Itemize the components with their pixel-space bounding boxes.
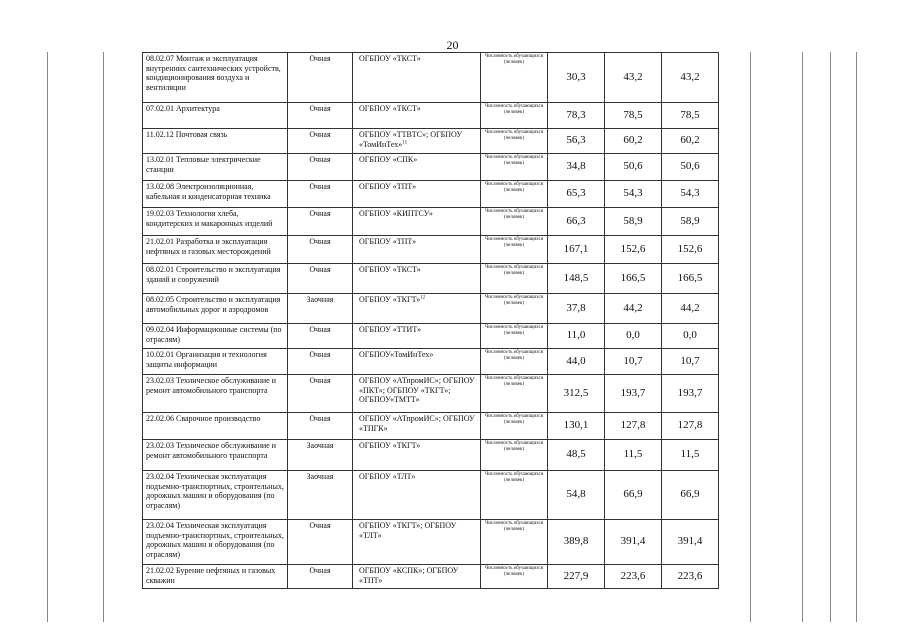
study-form-cell-text: Очная bbox=[309, 237, 331, 246]
specialty-cell bbox=[143, 129, 288, 154]
value-cell-1 bbox=[548, 565, 605, 589]
table-row bbox=[143, 324, 719, 349]
institution-cell bbox=[353, 471, 481, 520]
table-row bbox=[143, 236, 719, 264]
study-form-cell-text: Очная bbox=[309, 325, 331, 334]
value-cell-1 bbox=[548, 375, 605, 413]
value-cell-3-text: 50,6 bbox=[680, 160, 700, 173]
study-form-cell-text: Очная bbox=[309, 376, 331, 385]
value-cell-2-text: 78,5 bbox=[623, 108, 643, 121]
table-body bbox=[143, 53, 719, 589]
value-cell-2 bbox=[605, 294, 662, 324]
value-cell-1 bbox=[548, 154, 605, 181]
indicator-cell-text: Численность обучающихся (человек) bbox=[485, 182, 543, 193]
specialty-cell-text: 13.02.08 Электроизоляционная, кабельная и конденсаторная техника bbox=[146, 182, 271, 201]
value-cell-2 bbox=[605, 413, 662, 440]
table-row bbox=[143, 520, 719, 565]
value-cell-1-text: 54,8 bbox=[566, 488, 586, 501]
study-form-cell bbox=[288, 181, 353, 208]
value-cell-2-text: 166,5 bbox=[620, 271, 646, 284]
institution-cell-text: ОГБПОУ «КСПК»; ОГБПОУ «ТПТ» bbox=[359, 566, 459, 585]
institution-cell-text: ОГБПОУ «АТпромИС»; ОГБПОУ «ТПГК» bbox=[359, 414, 475, 433]
indicator-cell bbox=[481, 103, 548, 129]
value-cell-1-text: 130,1 bbox=[563, 419, 589, 432]
table-row bbox=[143, 375, 719, 413]
value-cell-1 bbox=[548, 129, 605, 154]
specialty-cell bbox=[143, 520, 288, 565]
indicator-cell bbox=[481, 208, 548, 236]
study-form-cell-text: Очная bbox=[309, 350, 331, 359]
value-cell-3 bbox=[662, 236, 719, 264]
value-cell-3-text: 44,2 bbox=[680, 301, 700, 314]
margin-line-left-1 bbox=[47, 52, 48, 622]
indicator-cell-text: Численность обучающихся (человек) bbox=[485, 376, 543, 387]
specialty-cell bbox=[143, 294, 288, 324]
value-cell-3-text: 11,5 bbox=[680, 448, 700, 461]
institution-cell-text: ОГБПОУ«ТомИнТех» bbox=[359, 350, 434, 359]
institution-cell bbox=[353, 294, 481, 324]
value-cell-2-text: 60,2 bbox=[623, 134, 643, 147]
indicator-cell-text: Численность обучающихся (человек) bbox=[485, 414, 543, 425]
value-cell-2 bbox=[605, 375, 662, 413]
value-cell-2-text: 11,5 bbox=[623, 448, 643, 461]
study-form-cell bbox=[288, 53, 353, 103]
value-cell-3-text: 78,5 bbox=[680, 108, 700, 121]
value-cell-3-text: 223,6 bbox=[677, 569, 703, 582]
study-form-cell bbox=[288, 565, 353, 589]
table-row bbox=[143, 103, 719, 129]
institution-cell bbox=[353, 440, 481, 471]
value-cell-2 bbox=[605, 324, 662, 349]
study-form-cell bbox=[288, 324, 353, 349]
value-cell-2 bbox=[605, 103, 662, 129]
specialty-cell bbox=[143, 440, 288, 471]
table-row bbox=[143, 129, 719, 154]
specialty-cell bbox=[143, 565, 288, 589]
specialty-cell-text: 23.02.03 Техническое обслуживание и ремонт автомобильного транспорта bbox=[146, 376, 276, 395]
study-form-cell-text: Очная bbox=[309, 414, 331, 423]
value-cell-1-text: 44,0 bbox=[566, 354, 586, 367]
indicator-cell-text: Численность обучающихся (человек) bbox=[485, 155, 543, 166]
study-form-cell-text: Очная bbox=[309, 566, 331, 575]
specialty-cell-text: 23.02.04 Техническая эксплуатация подъемно-транспортных, строительных, дорожных машин и оборудования (по отраслям) bbox=[146, 521, 284, 559]
study-form-cell-text: Очная bbox=[309, 182, 331, 191]
specialty-cell bbox=[143, 349, 288, 375]
indicator-cell bbox=[481, 324, 548, 349]
indicator-cell bbox=[481, 440, 548, 471]
value-cell-2-text: 58,9 bbox=[623, 214, 643, 227]
table-row bbox=[143, 264, 719, 294]
table-row bbox=[143, 471, 719, 520]
specialty-cell bbox=[143, 53, 288, 103]
table-row bbox=[143, 440, 719, 471]
indicator-cell bbox=[481, 154, 548, 181]
value-cell-2 bbox=[605, 181, 662, 208]
value-cell-1-text: 34,8 bbox=[566, 160, 586, 173]
study-form-cell bbox=[288, 236, 353, 264]
specialty-cell bbox=[143, 154, 288, 181]
indicator-cell bbox=[481, 53, 548, 103]
specialty-cell bbox=[143, 236, 288, 264]
value-cell-2-text: 193,7 bbox=[620, 386, 646, 399]
specialties-table bbox=[142, 52, 719, 589]
institution-cell-text: ОГБПОУ «ТТИТ» bbox=[359, 325, 421, 334]
table-row bbox=[143, 181, 719, 208]
value-cell-1 bbox=[548, 349, 605, 375]
value-cell-1 bbox=[548, 236, 605, 264]
value-cell-3 bbox=[662, 375, 719, 413]
value-cell-1 bbox=[548, 208, 605, 236]
margin-line-left-2 bbox=[103, 52, 104, 622]
specialty-cell-text: 23.02.03 Техническое обслуживание и ремонт автомобильного транспорта bbox=[146, 441, 276, 460]
value-cell-1-text: 65,3 bbox=[566, 187, 586, 200]
value-cell-2 bbox=[605, 440, 662, 471]
value-cell-2-text: 127,8 bbox=[620, 419, 646, 432]
indicator-cell bbox=[481, 520, 548, 565]
value-cell-3 bbox=[662, 208, 719, 236]
value-cell-1-text: 312,5 bbox=[563, 386, 589, 399]
value-cell-1-text: 66,3 bbox=[566, 214, 586, 227]
institution-cell-text: ОГБПОУ «ТПТ» bbox=[359, 237, 417, 246]
indicator-cell bbox=[481, 129, 548, 154]
value-cell-3-text: 66,9 bbox=[680, 488, 700, 501]
study-form-cell bbox=[288, 154, 353, 181]
indicator-cell bbox=[481, 294, 548, 324]
institution-cell-text: ОГБПОУ «КИПТСУ» bbox=[359, 209, 433, 218]
value-cell-1-text: 389,8 bbox=[563, 535, 589, 548]
value-cell-3-text: 58,9 bbox=[680, 214, 700, 227]
study-form-cell bbox=[288, 413, 353, 440]
specialty-cell bbox=[143, 413, 288, 440]
study-form-cell-text: Заочная bbox=[306, 295, 334, 304]
specialty-cell-text: 23.02.04 Техническая эксплуатация подъемно-транспортных, строительных, дорожных машин и оборудования (по отраслям) bbox=[146, 472, 284, 510]
study-form-cell-text: Заочная bbox=[306, 441, 334, 450]
table-row bbox=[143, 349, 719, 375]
value-cell-2 bbox=[605, 349, 662, 375]
footnote-marker: 12 bbox=[420, 295, 426, 301]
institution-cell bbox=[353, 154, 481, 181]
institution-cell-text: ОГБПОУ «СПК» bbox=[359, 155, 418, 164]
institution-cell-text: ОГБПОУ «ТТВТС»; ОГБПОУ «ТомИнТех» bbox=[359, 130, 462, 149]
value-cell-2-text: 43,2 bbox=[623, 70, 643, 83]
indicator-cell bbox=[481, 565, 548, 589]
indicator-cell-text: Численность обучающихся (человек) bbox=[485, 350, 543, 361]
study-form-cell bbox=[288, 375, 353, 413]
specialty-cell-text: 21.02.02 Бурение нефтяных и газовых скважин bbox=[146, 566, 276, 585]
indicator-cell-text: Численность обучающихся (человек) bbox=[485, 566, 543, 577]
indicator-cell bbox=[481, 264, 548, 294]
table-row bbox=[143, 565, 719, 589]
study-form-cell-text: Очная bbox=[309, 155, 331, 164]
specialty-cell-text: 10.02.01 Организация и технология защиты информации bbox=[146, 350, 267, 369]
value-cell-2-text: 44,2 bbox=[623, 301, 643, 314]
indicator-cell bbox=[481, 181, 548, 208]
specialty-cell bbox=[143, 181, 288, 208]
study-form-cell-text: Заочная bbox=[306, 472, 334, 481]
institution-cell-text: ОГБПОУ «ТЛТ» bbox=[359, 472, 416, 481]
value-cell-1-text: 37,8 bbox=[566, 301, 586, 314]
specialty-cell-text: 08.02.07 Монтаж и эксплуатация внутренних сантехнических устройств, кондиционирования воздуха и вентиляции bbox=[146, 54, 281, 92]
value-cell-3-text: 152,6 bbox=[677, 242, 703, 255]
value-cell-3-text: 127,8 bbox=[677, 419, 703, 432]
institution-cell bbox=[353, 129, 481, 154]
study-form-cell bbox=[288, 520, 353, 565]
value-cell-3 bbox=[662, 181, 719, 208]
indicator-cell-text: Численность обучающихся (человек) bbox=[485, 521, 543, 532]
value-cell-3 bbox=[662, 53, 719, 103]
value-cell-3 bbox=[662, 440, 719, 471]
institution-cell-text: ОГБПОУ «ТКСТ» bbox=[359, 265, 421, 274]
value-cell-2 bbox=[605, 208, 662, 236]
value-cell-1 bbox=[548, 103, 605, 129]
specialty-cell-text: 09.02.04 Информационные системы (по отраслям) bbox=[146, 325, 282, 344]
institution-cell-text: ОГБПОУ «ТКГТ» bbox=[359, 441, 421, 450]
value-cell-3 bbox=[662, 103, 719, 129]
specialty-cell bbox=[143, 324, 288, 349]
institution-cell bbox=[353, 264, 481, 294]
specialty-cell-text: 19.02.03 Технология хлеба, кондитерских и макаронных изделий bbox=[146, 209, 273, 228]
value-cell-1-text: 56,3 bbox=[566, 134, 586, 147]
value-cell-1 bbox=[548, 471, 605, 520]
value-cell-3-text: 166,5 bbox=[677, 271, 703, 284]
specialty-cell bbox=[143, 208, 288, 236]
study-form-cell bbox=[288, 294, 353, 324]
institution-cell-text: ОГБПОУ «ТКГТ»; ОГБПОУ «ТЛТ» bbox=[359, 521, 457, 540]
institution-cell-text: ОГБПОУ «ТКСТ» bbox=[359, 54, 421, 63]
value-cell-1 bbox=[548, 181, 605, 208]
indicator-cell bbox=[481, 375, 548, 413]
study-form-cell bbox=[288, 440, 353, 471]
value-cell-1 bbox=[548, 294, 605, 324]
institution-cell bbox=[353, 181, 481, 208]
value-cell-1 bbox=[548, 413, 605, 440]
table-row bbox=[143, 413, 719, 440]
indicator-cell-text: Численность обучающихся (человек) bbox=[485, 104, 543, 115]
institution-cell-text: ОГБПОУ «ТПТ» bbox=[359, 182, 417, 191]
study-form-cell-text: Очная bbox=[309, 265, 331, 274]
footnote-marker: 11 bbox=[402, 139, 408, 145]
value-cell-2-text: 391,4 bbox=[620, 535, 646, 548]
specialty-cell-text: 08.02.05 Строительство и эксплуатация автомобильных дорог и аэродромов bbox=[146, 295, 281, 314]
specialty-cell bbox=[143, 103, 288, 129]
value-cell-3-text: 0,0 bbox=[683, 329, 697, 342]
indicator-cell bbox=[481, 349, 548, 375]
margin-line-right-3 bbox=[830, 52, 831, 622]
value-cell-2 bbox=[605, 129, 662, 154]
indicator-cell-text: Численность обучающихся (человек) bbox=[485, 265, 543, 276]
value-cell-2 bbox=[605, 236, 662, 264]
value-cell-1 bbox=[548, 520, 605, 565]
institution-cell bbox=[353, 349, 481, 375]
indicator-cell bbox=[481, 471, 548, 520]
study-form-cell bbox=[288, 264, 353, 294]
indicator-cell-text: Численность обучающихся (человек) bbox=[485, 54, 543, 65]
study-form-cell-text: Очная bbox=[309, 521, 331, 530]
value-cell-2 bbox=[605, 53, 662, 103]
specialty-cell-text: 13.02.01 Тепловые электрические станции bbox=[146, 155, 261, 174]
institution-cell-text: ОГБПОУ «ТКГТ» bbox=[359, 295, 421, 304]
study-form-cell-text: Очная bbox=[309, 54, 331, 63]
page-number: 20 bbox=[446, 38, 459, 52]
margin-line-right-4 bbox=[856, 52, 857, 622]
institution-cell-text: ОГБПОУ «АТпромИС»; ОГБПОУ «ПКТ»; ОГБПОУ «ТКГТ»; ОГБПОУ«ТМТТ» bbox=[359, 376, 475, 404]
value-cell-1 bbox=[548, 440, 605, 471]
value-cell-2 bbox=[605, 520, 662, 565]
value-cell-1-text: 30,3 bbox=[566, 70, 586, 83]
margin-line-right-1 bbox=[750, 52, 751, 622]
study-form-cell bbox=[288, 349, 353, 375]
value-cell-1-text: 11,0 bbox=[566, 329, 586, 342]
institution-cell-text: ОГБПОУ «ТКСТ» bbox=[359, 104, 421, 113]
table-row bbox=[143, 208, 719, 236]
value-cell-3-text: 60,2 bbox=[680, 134, 700, 147]
value-cell-3 bbox=[662, 129, 719, 154]
value-cell-3 bbox=[662, 154, 719, 181]
study-form-cell bbox=[288, 129, 353, 154]
value-cell-2-text: 152,6 bbox=[620, 242, 646, 255]
value-cell-3-text: 54,3 bbox=[680, 187, 700, 200]
indicator-cell bbox=[481, 413, 548, 440]
value-cell-3 bbox=[662, 520, 719, 565]
margin-line-right-2 bbox=[802, 52, 803, 622]
indicator-cell-text: Численность обучающихся (человек) bbox=[485, 209, 543, 220]
specialty-cell-text: 07.02.01 Архитектура bbox=[146, 104, 220, 113]
study-form-cell-text: Очная bbox=[309, 104, 331, 113]
value-cell-3 bbox=[662, 349, 719, 375]
value-cell-2 bbox=[605, 154, 662, 181]
value-cell-1-text: 167,1 bbox=[563, 242, 589, 255]
value-cell-2 bbox=[605, 264, 662, 294]
value-cell-1-text: 78,3 bbox=[566, 108, 586, 121]
value-cell-1-text: 48,5 bbox=[566, 448, 586, 461]
indicator-cell-text: Численность обучающихся (человек) bbox=[485, 472, 543, 483]
specialty-cell-text: 08.02.01 Строительство и эксплуатация зданий и сооружений bbox=[146, 265, 281, 284]
indicator-cell-text: Численность обучающихся (человек) bbox=[485, 130, 543, 141]
value-cell-3-text: 391,4 bbox=[677, 535, 703, 548]
specialty-cell bbox=[143, 375, 288, 413]
specialty-cell bbox=[143, 471, 288, 520]
institution-cell bbox=[353, 324, 481, 349]
indicator-cell-text: Численность обучающихся (человек) bbox=[485, 295, 543, 306]
value-cell-2-text: 10,7 bbox=[623, 354, 643, 367]
indicator-cell-text: Численность обучающихся (человек) bbox=[485, 441, 543, 452]
institution-cell bbox=[353, 565, 481, 589]
value-cell-2-text: 54,3 bbox=[623, 187, 643, 200]
value-cell-3 bbox=[662, 471, 719, 520]
institution-cell bbox=[353, 103, 481, 129]
indicator-cell-text: Численность обучающихся (человек) bbox=[485, 325, 543, 336]
institution-cell bbox=[353, 236, 481, 264]
indicator-cell bbox=[481, 236, 548, 264]
study-form-cell bbox=[288, 471, 353, 520]
table-row bbox=[143, 294, 719, 324]
specialty-cell-text: 22.02.06 Сварочное производство bbox=[146, 414, 261, 423]
value-cell-3-text: 10,7 bbox=[680, 354, 700, 367]
value-cell-3 bbox=[662, 413, 719, 440]
value-cell-1 bbox=[548, 264, 605, 294]
indicator-cell-text: Численность обучающихся (человек) bbox=[485, 237, 543, 248]
study-form-cell bbox=[288, 208, 353, 236]
study-form-cell bbox=[288, 103, 353, 129]
value-cell-2-text: 50,6 bbox=[623, 160, 643, 173]
value-cell-2-text: 223,6 bbox=[620, 569, 646, 582]
specialty-cell-text: 11.02.12 Почтовая связь bbox=[146, 130, 228, 139]
value-cell-3 bbox=[662, 294, 719, 324]
value-cell-1-text: 148,5 bbox=[563, 271, 589, 284]
institution-cell bbox=[353, 53, 481, 103]
study-form-cell-text: Очная bbox=[309, 209, 331, 218]
value-cell-2-text: 0,0 bbox=[626, 329, 640, 342]
value-cell-2 bbox=[605, 565, 662, 589]
value-cell-1 bbox=[548, 324, 605, 349]
specialty-cell-text: 21.02.01 Разработка и эксплуатация нефтяных и газовых месторождений bbox=[146, 237, 271, 256]
value-cell-1 bbox=[548, 53, 605, 103]
value-cell-3-text: 193,7 bbox=[677, 386, 703, 399]
value-cell-3 bbox=[662, 264, 719, 294]
institution-cell bbox=[353, 520, 481, 565]
study-form-cell-text: Очная bbox=[309, 130, 331, 139]
value-cell-2-text: 66,9 bbox=[623, 488, 643, 501]
table-row bbox=[143, 53, 719, 103]
institution-cell bbox=[353, 413, 481, 440]
value-cell-3 bbox=[662, 565, 719, 589]
table-row bbox=[143, 154, 719, 181]
value-cell-3-text: 43,2 bbox=[680, 70, 700, 83]
value-cell-1-text: 227,9 bbox=[563, 569, 589, 582]
specialty-cell bbox=[143, 264, 288, 294]
value-cell-2 bbox=[605, 471, 662, 520]
institution-cell bbox=[353, 208, 481, 236]
value-cell-3 bbox=[662, 324, 719, 349]
institution-cell bbox=[353, 375, 481, 413]
